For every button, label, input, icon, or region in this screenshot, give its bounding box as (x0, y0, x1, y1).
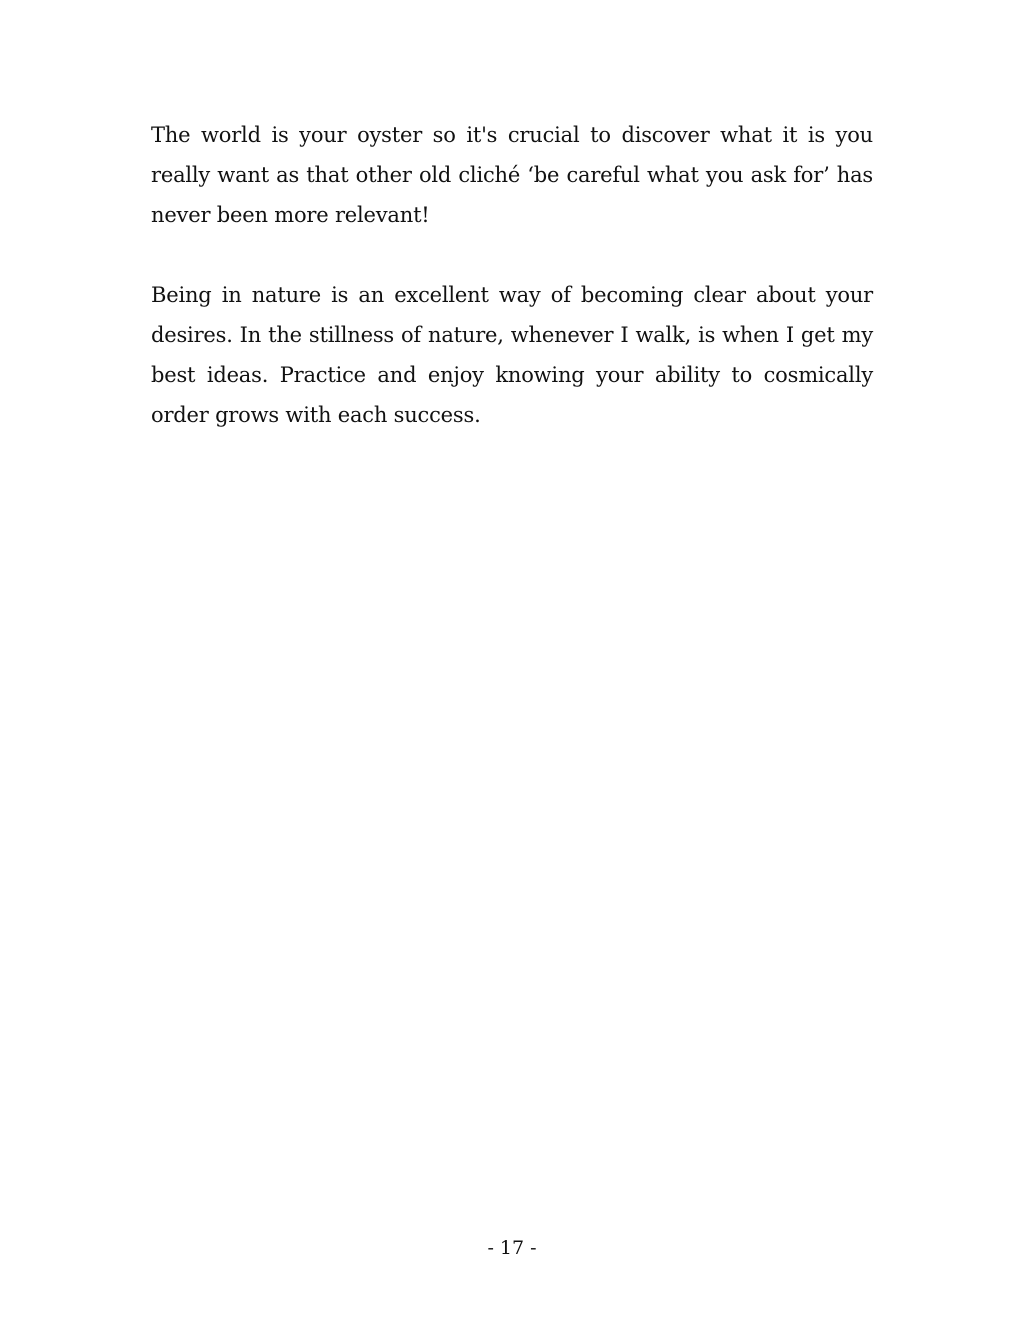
body-paragraph: Being in nature is an excellent way of becoming clear about your desires. In the stillness of nature, whenever I walk, is when I get my best ideas. Practice and enjoy knowing your ability to cosmically order grows with each success. (151, 283, 873, 427)
page-number: - 17 - (487, 1237, 537, 1259)
page-body (151, 115, 873, 475)
body-paragraph: The world is your oyster so it's crucial to discover what it is you really want as that other old cliché ‘be careful what you ask for’ has never been more relevant! (151, 123, 873, 227)
